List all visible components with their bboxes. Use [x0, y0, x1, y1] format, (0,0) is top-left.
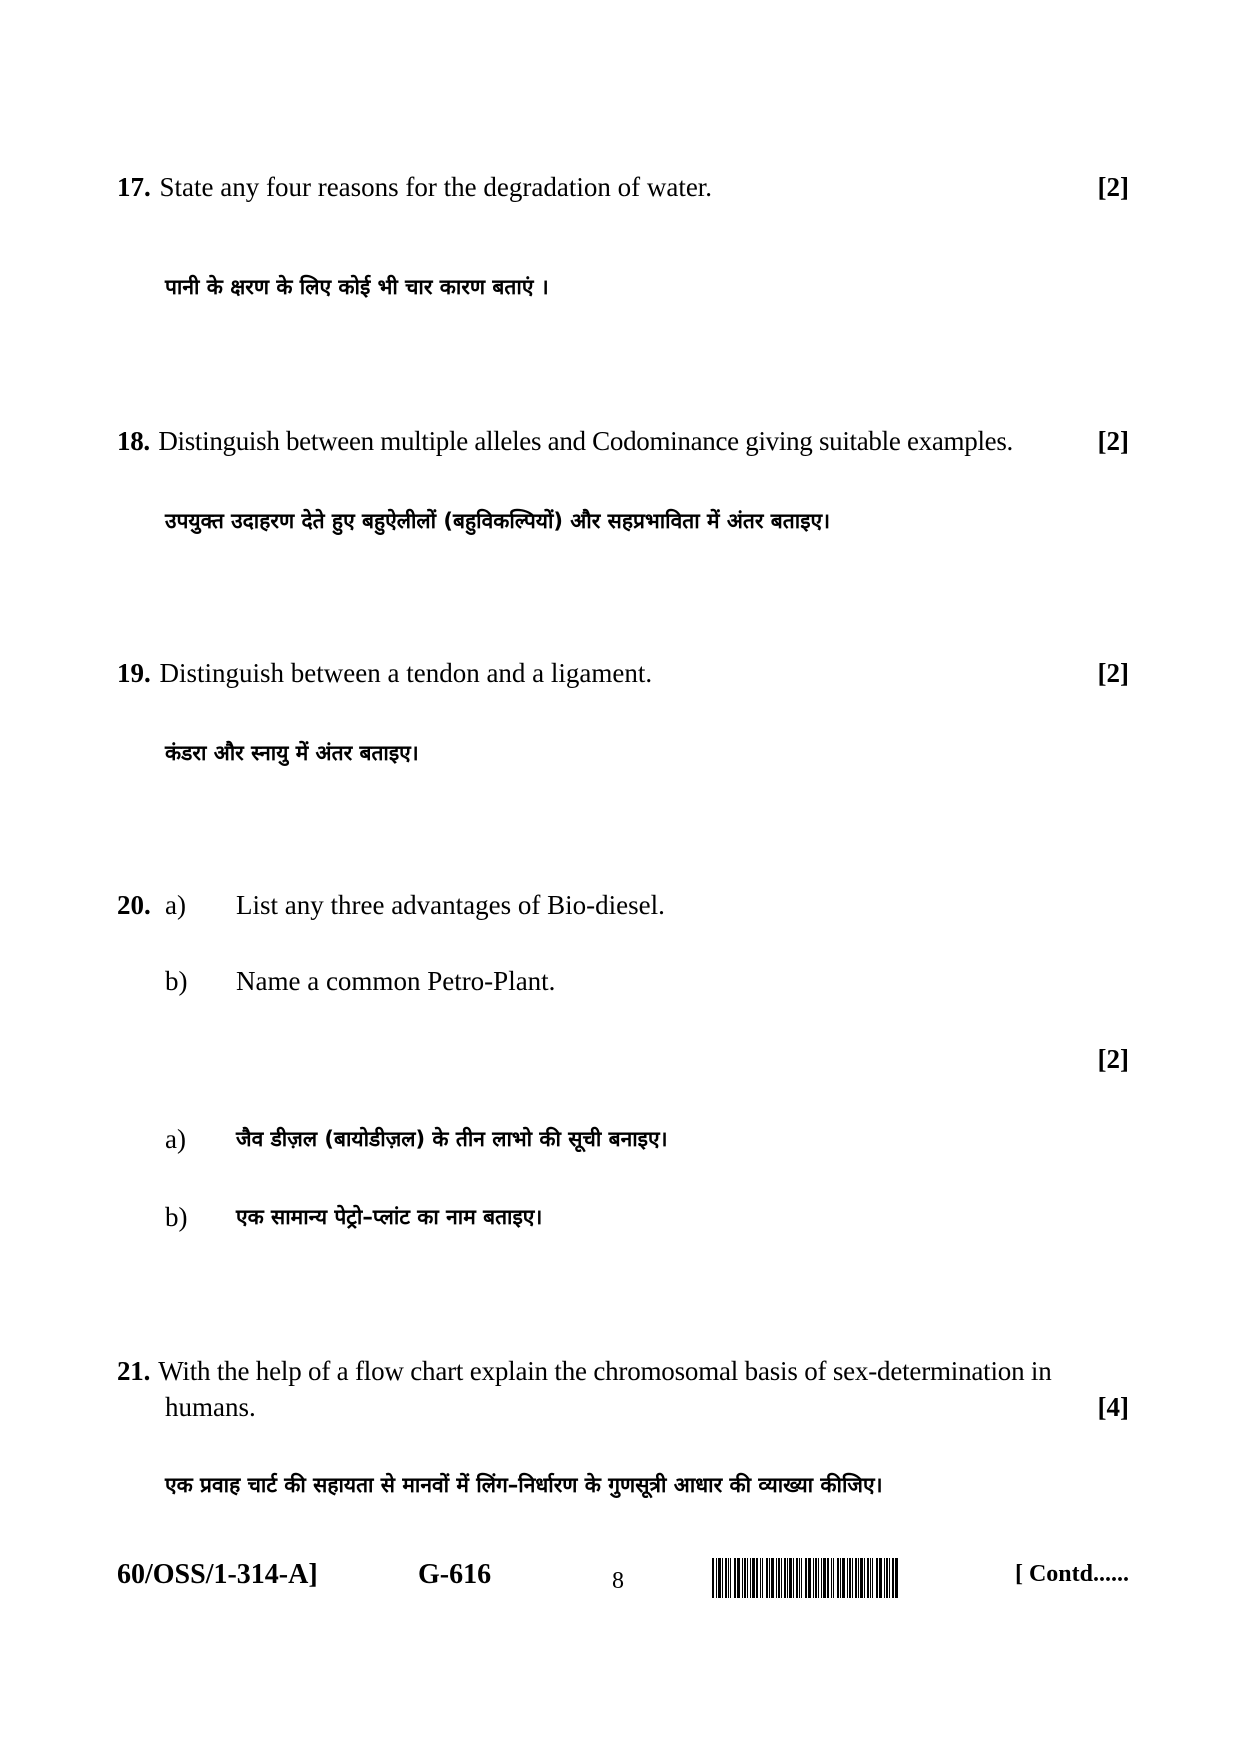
paper-set: G-616: [418, 1559, 492, 1590]
question-20-hindi-a-label: a): [165, 1124, 186, 1154]
question-number: 18.: [117, 426, 150, 456]
question-19-marks: [2]: [1097, 658, 1129, 688]
question-17-marks: [2]: [1097, 172, 1129, 202]
question-21: [117, 1354, 1129, 1388]
question-21-line2: humans.: [165, 1392, 256, 1422]
question-20-a-label: a): [165, 890, 186, 920]
question-17-hindi: पानी के क्षरण के लिए कोई भी चार कारण बताएं ।: [165, 275, 549, 299]
page-number: 8: [612, 1568, 624, 1594]
question-number: 19.: [117, 658, 151, 688]
question-text: Distinguish between a tendon and a ligament.: [159, 658, 653, 688]
question-text-line1: With the help of a flow chart explain the chromosomal basis of sex-determination in: [158, 1356, 1052, 1386]
question-number: 20.: [117, 890, 151, 920]
question-text: State any four reasons for the degradation of water.: [159, 172, 713, 202]
barcode: [712, 1558, 976, 1598]
question-20-marks: [2]: [1097, 1044, 1129, 1074]
question-19-hindi: कंडरा और स्नायु में अंतर बताइए।: [165, 741, 419, 765]
question-20-hindi-b-label: b): [165, 1202, 188, 1232]
question-18-hindi: उपयुक्त उदाहरण देते हुए बहुऐलीलों (बहुविकल्पियों) और सहप्रभाविता में अंतर बताइए।: [165, 509, 831, 533]
question-number: 21.: [117, 1356, 151, 1386]
question-20-number: [117, 888, 153, 922]
question-text: Distinguish between multiple alleles and Codominance giving suitable examples.: [158, 426, 1013, 456]
paper-code: 60/OSS/1-314-A]: [117, 1559, 318, 1590]
question-19: [117, 656, 1129, 690]
question-20-b-label: b): [165, 966, 188, 996]
question-18-marks: [2]: [1097, 426, 1129, 456]
question-20-hindi-a: जैव डीज़ल (बायोडीज़ल) के तीन लाभो की सूची बनाइए।: [236, 1127, 668, 1151]
question-17: [117, 170, 1129, 204]
question-21-marks: [4]: [1097, 1392, 1129, 1422]
question-20-hindi-b: एक सामान्य पेट्रो–प्लांट का नाम बताइए।: [236, 1205, 543, 1229]
question-20-b-text: Name a common Petro-Plant.: [236, 966, 556, 996]
question-20-a-text: List any three advantages of Bio-diesel.: [236, 890, 665, 920]
question-21-hindi: एक प्रवाह चार्ट की सहायता से मानवों में लिंग–निर्धारण के गुणसूत्री आधार की व्याख्या कीजिए।: [165, 1473, 883, 1497]
question-number: 17.: [117, 172, 151, 202]
question-18: [117, 424, 1129, 458]
continued-label: [ Contd......: [1014, 1561, 1129, 1587]
